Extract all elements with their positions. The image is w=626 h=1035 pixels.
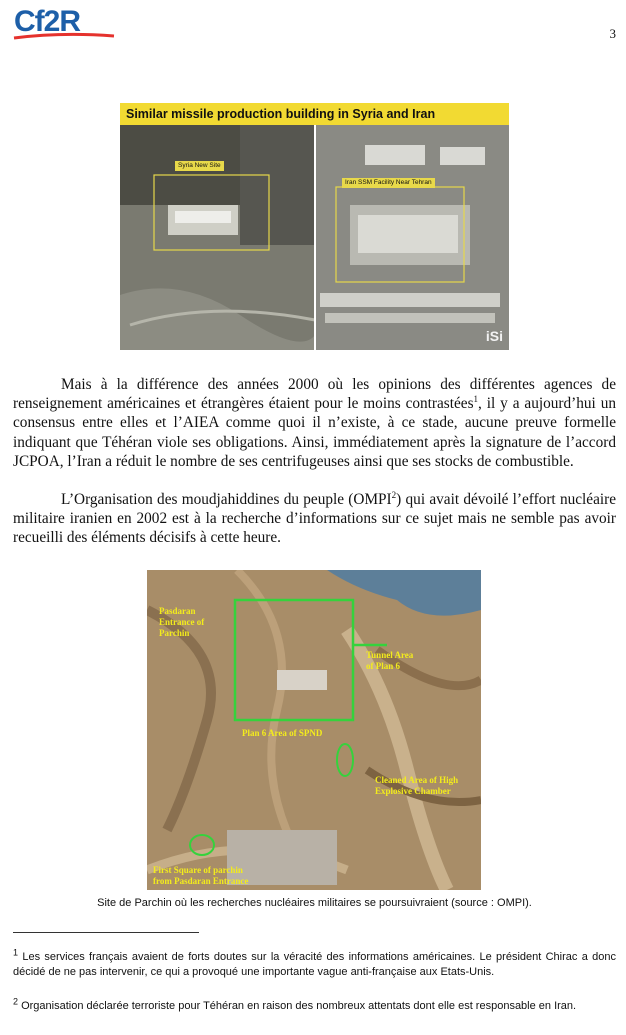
- plan6-label: Plan 6 Area of SPND: [242, 728, 323, 738]
- footnote-text: Organisation déclarée terroriste pour Téhéran en raison des nombreux attentats dont elle est responsable en Iran.: [21, 1000, 577, 1012]
- footnote-text: Les services français avaient de forts doutes sur la véracité des informations américaines. Le président Chirac a donc décidé de ne pas intervenir, ce qui a provoqué une importante vague anti-française aux Etats-Unis.: [13, 951, 616, 978]
- paragraph-ompi: [13, 490, 616, 548]
- paragraph-consensus: [13, 375, 616, 471]
- satellite-image: [120, 125, 509, 350]
- footnote-1: [13, 947, 616, 980]
- iran-site-label: Iran SSM Facility Near Tehran: [342, 178, 435, 188]
- figure-banner: Similar missile production building in Syria and Iran: [120, 103, 509, 125]
- footnote-number: 2: [13, 996, 19, 1007]
- figure-caption: Site de Parchin où les recherches nucléaires militaires se poursuivraient (source : OMPI).: [97, 897, 532, 909]
- paragraph-text: Mais à la différence des années 2000 où les opinions des différentes agences de renseignement américaines et étrangères étaient pour le moins contrastées: [13, 376, 616, 413]
- pasdaran-label-line1: Pasdaran: [159, 606, 196, 616]
- pasdaran-label-line2: Entrance of: [159, 617, 205, 627]
- footnote-2: [13, 996, 616, 1014]
- footnote-divider: [13, 932, 199, 933]
- footnote-ref-2[interactable]: 2: [391, 489, 397, 500]
- parchin-site-figure: [147, 570, 481, 890]
- tunnel-label-line1: Tunnel Area: [366, 650, 414, 660]
- first-square-label-line1: First Square of parchin: [153, 865, 243, 875]
- cleaned-area-label-line1: Cleaned Area of High: [375, 775, 459, 785]
- footnote-ref-1[interactable]: 1: [473, 394, 479, 405]
- logo-wordmark: Cf2R: [14, 5, 81, 38]
- paragraph-text: L’Organisation des moudjahiddines du peuple (OMPI: [61, 491, 392, 508]
- cleaned-area-label-line2: Explosive Chamber: [375, 786, 451, 796]
- paragraph-text: , il y a aujourd’hui un consensus entre elles et l’AIEA comme quoi il n’existe, à ce stade, aucune preuve formelle indiquant que Téhéran viole ses obligations. Ainsi, immédiatement après la signature de l’accord JCPOA, l’Iran a réduit le nombre de ses centrifugeuses ainsi que ses stocks de combustible.: [13, 395, 616, 470]
- paragraph-text: ) qui avait dévoilé l’effort nucléaire militaire iranien en 2002 est à la recherche d’informations sur ce sujet mais ne semble pas avoir recueilli des éléments décisifs à cette heure.: [13, 491, 616, 547]
- first-square-label-line2: from Pasdaran Entrance: [153, 876, 249, 886]
- missile-building-figure: [120, 103, 509, 350]
- cf2r-logo: [12, 6, 116, 40]
- isi-watermark: iSi: [485, 328, 503, 344]
- tunnel-label-line2: of Plan 6: [366, 661, 401, 671]
- page-number: 3: [609, 26, 616, 41]
- footnote-number: 1: [13, 947, 19, 958]
- pasdaran-label-line3: Parchin: [159, 628, 190, 638]
- syria-site-label: Syria New Site: [175, 161, 224, 171]
